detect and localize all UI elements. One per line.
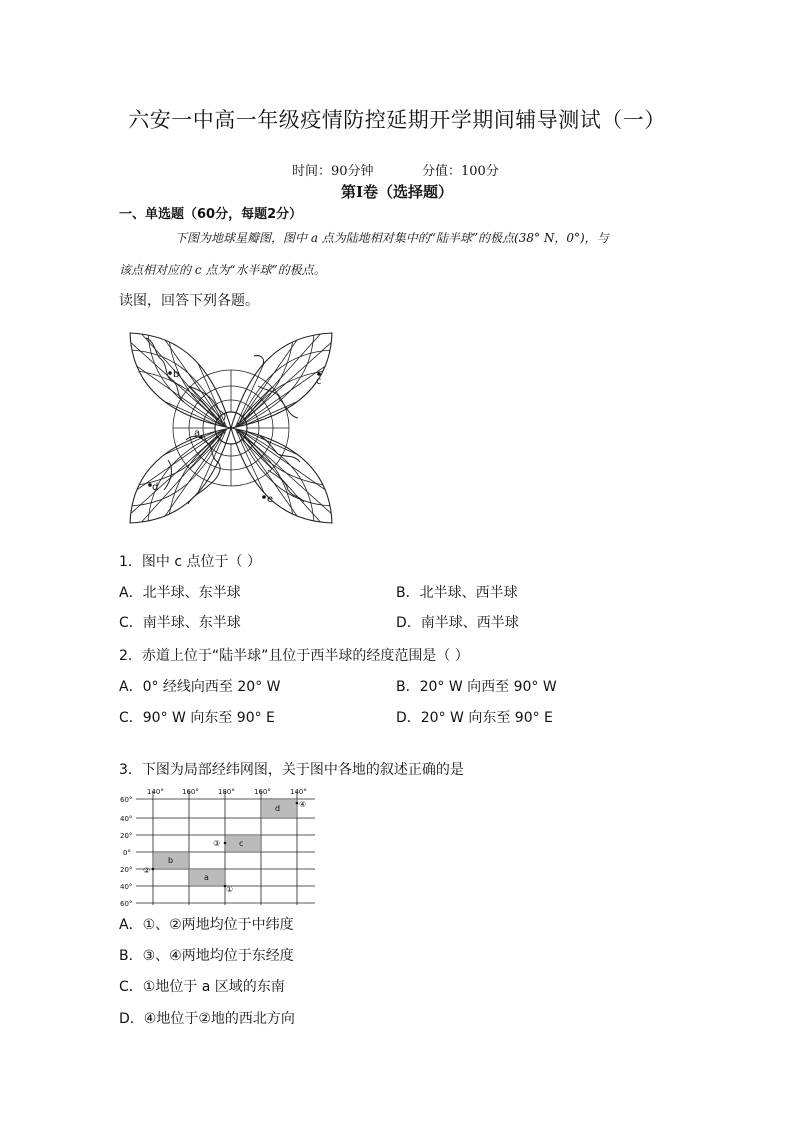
grid-point-1: ① bbox=[226, 885, 234, 894]
q2-option-a[interactable]: A．0° 经线向西至 20° W bbox=[119, 679, 281, 695]
exam-time: 时间：90分钟 bbox=[292, 164, 374, 179]
question-1: 1．图中 c 点位于（ ） bbox=[119, 554, 261, 570]
grid-left-label-40n: 40° bbox=[120, 815, 133, 823]
point-label-e: e bbox=[267, 494, 274, 505]
section-title: 一、单选题（60分，每题2分） bbox=[119, 207, 303, 222]
grid-left-label-60n: 60° bbox=[120, 796, 133, 804]
grid-left-label-20n: 20° bbox=[120, 832, 133, 840]
latlong-grid-figure bbox=[117, 785, 322, 907]
question-2: 2．赤道上位于“陆半球”且位于西半球的经度范围是（ ） bbox=[119, 648, 469, 664]
part-title: 第Ⅰ卷（选择题） bbox=[340, 183, 454, 201]
q3-option-c[interactable]: C．①地位于 a 区域的东南 bbox=[119, 979, 285, 995]
q1-option-d[interactable]: D．南半球、西半球 bbox=[396, 615, 519, 631]
intro-line-1: 下图为地球星瓣图，图中 a 点为陆地相对集中的“陆半球”的极点(38° N，0°)，与 bbox=[175, 231, 609, 245]
question-3: 3．下图为局部经纬网图，关于图中各地的叙述正确的是 bbox=[119, 762, 464, 778]
grid-top-label-140: 140° bbox=[147, 788, 164, 796]
q1-option-a[interactable]: A．北半球、东半球 bbox=[119, 585, 241, 601]
grid-top-label-160: 160° bbox=[182, 788, 199, 796]
point-label-a: a bbox=[194, 428, 201, 439]
grid-point-3: ③ bbox=[213, 839, 221, 848]
grid-cell-d: d bbox=[275, 804, 281, 813]
star-petal-map bbox=[128, 330, 334, 526]
grid-left-label-0: 0° bbox=[123, 849, 131, 857]
point-label-d: d bbox=[152, 482, 159, 493]
exam-score: 分值：100分 bbox=[422, 164, 499, 179]
q3-option-d[interactable]: D．④地位于②地的西北方向 bbox=[119, 1011, 295, 1027]
q3-option-a[interactable]: A．①、②两地均位于中纬度 bbox=[119, 917, 294, 933]
grid-point-2: ② bbox=[143, 866, 151, 875]
q2-option-b[interactable]: B．20° W 向西至 90° W bbox=[396, 679, 557, 695]
grid-top-label-180: 180° bbox=[218, 788, 235, 796]
grid-left-label-40s: 40° bbox=[120, 883, 133, 891]
point-label-c: c bbox=[316, 376, 322, 387]
q1-option-c[interactable]: C．南半球、东半球 bbox=[119, 615, 241, 631]
q3-option-b[interactable]: B．③、④两地均位于东经度 bbox=[119, 948, 294, 964]
intro-line-2: 该点相对应的 c 点为“水半球”的极点。 bbox=[119, 263, 326, 277]
grid-top-label-140-e: 140° bbox=[290, 788, 307, 796]
reading-prompt: 读图，回答下列各题。 bbox=[119, 293, 259, 309]
grid-top-label-160-e: 160° bbox=[254, 788, 271, 796]
grid-point-4: ④ bbox=[299, 800, 307, 809]
grid-cell-a: a bbox=[204, 873, 209, 882]
grid-left-label-60s: 60° bbox=[120, 900, 133, 907]
q1-option-b[interactable]: B．北半球、西半球 bbox=[396, 585, 518, 601]
page-title: 六安一中高一年级疫情防控延期开学期间辅导测试（一） bbox=[128, 108, 666, 132]
q2-option-c[interactable]: C．90° W 向东至 90° E bbox=[119, 710, 275, 726]
grid-left-label-20s: 20° bbox=[120, 866, 133, 874]
grid-cell-b: b bbox=[168, 856, 174, 865]
grid-cell-c: c bbox=[239, 839, 244, 848]
point-label-b: b bbox=[173, 369, 180, 380]
q2-option-d[interactable]: D．20° W 向东至 90° E bbox=[396, 710, 553, 726]
